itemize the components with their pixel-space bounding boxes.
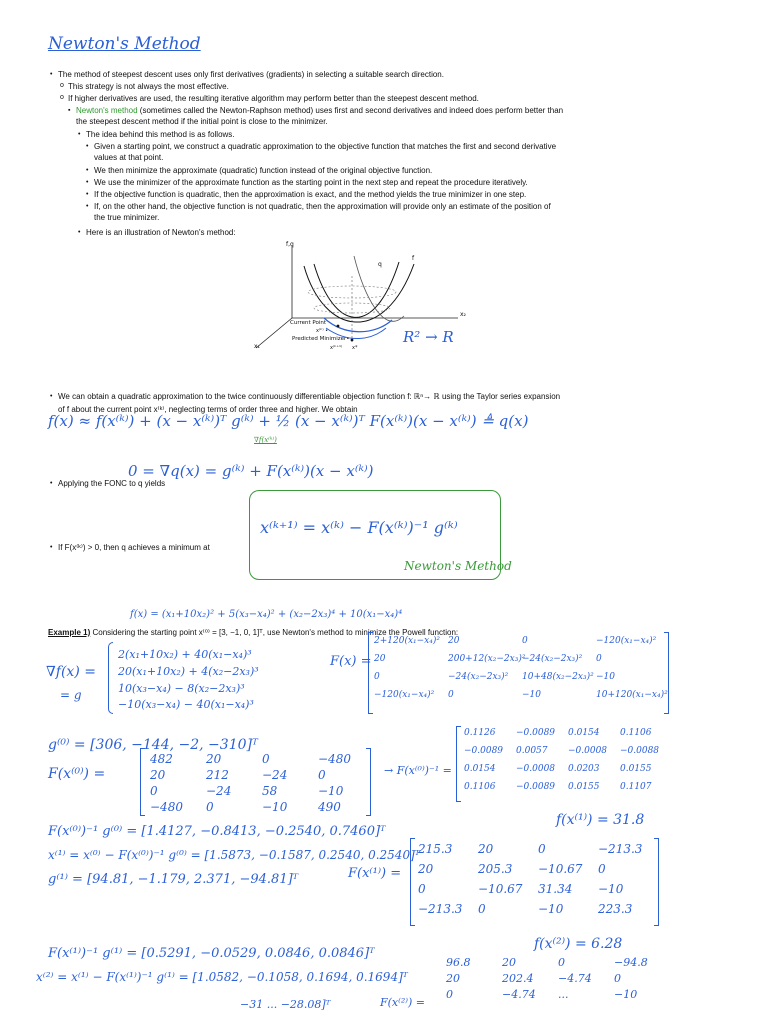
matrix-cell: −24 <box>206 784 232 798</box>
example-label: Example 1) <box>48 628 91 637</box>
bullet-text: the steepest descent method if the initial point is close to the minimizer. <box>76 117 328 126</box>
newton-method-label: Newton's Method <box>404 559 512 573</box>
bullet-text: If the objective function is quadratic, then the approximation is exact, and the method yields the true minimizer in one step. <box>94 190 527 199</box>
matrix-cell: 0.1106 <box>620 728 652 738</box>
matrix-cell: 20 <box>150 768 166 782</box>
matrix-cell: 0.0155 <box>620 764 652 774</box>
bullet-dot: • <box>50 544 53 551</box>
matrix-cell: ... <box>558 988 569 1001</box>
bullet-text: If, on the other hand, the objective function is not quadratic, then the approximation will provide only an estimate of the position of <box>94 202 551 211</box>
bullet-dot: • <box>86 143 89 150</box>
matrix-cell: −120(x₁−x₄)² <box>596 636 657 646</box>
matrix-cell: −24(x₂−2x₃)² <box>522 654 583 664</box>
hess-bracket <box>664 632 669 714</box>
matrix-cell: −10 <box>262 800 288 814</box>
bullet-square: ▪ <box>68 107 71 114</box>
label-f: f <box>412 255 415 262</box>
label-predicted-minimizer: Predicted Minimizer• <box>292 336 350 342</box>
newton-update-equation: x⁽ᵏ⁺¹⁾ = x⁽ᵏ⁾ − F(x⁽ᵏ⁾)⁻¹ g⁽ᵏ⁾ <box>260 518 458 537</box>
matrix-cell: −10 <box>522 690 541 700</box>
matrix-cell: 0.0057 <box>516 746 548 756</box>
matrix-cell: −120(x₁−x₄)² <box>374 690 435 700</box>
example-text: Considering the starting point x⁽⁰⁾ = [3, −1, 0, 1]ᵀ, use Newton's method to minimize the Powell function: <box>90 628 459 637</box>
bullet-text <box>76 105 563 116</box>
matrix-cell: 58 <box>262 784 278 798</box>
step2-product: F(x⁽¹⁾)⁻¹ g⁽¹⁾ = [0.5291, −0.0529, 0.0846, 0.0846]ᵀ <box>48 946 375 961</box>
matrix-cell: 0 <box>538 842 546 856</box>
matrix-cell: 20 <box>418 862 434 876</box>
bullet-dot: • <box>86 191 89 198</box>
matrix-cell: −10.67 <box>478 882 523 896</box>
matrix-cell: 0 <box>150 784 158 798</box>
step1-product: F(x⁽⁰⁾)⁻¹ g⁽⁰⁾ = [1.4127, −0.8413, −0.2540, 0.7460]ᵀ <box>48 824 386 839</box>
matrix-cell: −10 <box>318 784 344 798</box>
matrix-cell: 0 <box>448 690 454 700</box>
label-xk: x⁽ᵏ⁾ • <box>316 328 329 334</box>
matrix-cell: 0 <box>596 654 602 664</box>
matrix-cell: 0.1126 <box>464 728 496 738</box>
matrix-cell: 20 <box>478 842 494 856</box>
matrix-cell: −213.3 <box>418 902 463 916</box>
matrix-cell: −10 <box>598 882 624 896</box>
matrix-cell: 223.3 <box>598 902 633 916</box>
grad-row-3: 10(x₃−x₄) − 8(x₂−2x₃)³ <box>118 682 245 695</box>
grad-row-1: 2(x₁+10x₂) + 40(x₁−x₄)³ <box>118 648 252 661</box>
label-xk1: x⁽ᵏ⁺¹⁾ <box>330 345 343 351</box>
matrix-cell: 0 <box>614 972 621 985</box>
matrix-cell: 2+120(x₁−x₄)² <box>374 636 440 646</box>
bullet-text: Given a starting point, we construct a quadratic approximation to the objective function that matches the first and second derivative <box>94 142 557 151</box>
bullet-dot: • <box>86 167 89 174</box>
bullet-circle: o <box>60 82 64 89</box>
matrix-cell: 0.0155 <box>568 782 600 792</box>
bullet-text: We then minimize the approximate (quadratic) function instead of the original objective function. <box>94 166 433 175</box>
matrix-cell: 10+48(x₂−2x₃)² <box>522 672 594 682</box>
bullet-text: We can obtain a quadratic approximation to the twice continuously differentiable objection function f: ℝⁿ→ ℝ using the Taylor series expansion <box>58 392 561 401</box>
matrix-cell: −10 <box>538 902 564 916</box>
F0inv-bracket <box>456 726 461 802</box>
matrix-cell: −0.0088 <box>620 746 660 756</box>
matrix-cell: −213.3 <box>598 842 643 856</box>
bullet-text: of f about the current point x⁽ᵏ⁾, neglecting terms of order three and higher. We obtain <box>58 405 358 414</box>
matrix-cell: 20 <box>502 956 516 969</box>
current-point-marker <box>337 325 340 328</box>
matrix-cell: 482 <box>150 752 173 766</box>
bullet-dot: • <box>50 480 53 487</box>
label-x1: x₁ <box>254 343 260 350</box>
matrix-cell: 20 <box>448 636 460 646</box>
bullet-text: If higher derivatives are used, the resulting iterative algorithm may perform better than the steepest descent method. <box>68 94 479 103</box>
matrix-cell: −0.0089 <box>516 728 556 738</box>
grad-eq-g: = g <box>60 688 82 702</box>
matrix-cell: 0 <box>374 672 380 682</box>
matrix-cell: −0.0008 <box>516 764 556 774</box>
x2-vector: x⁽²⁾ = x⁽¹⁾ − F(x⁽¹⁾)⁻¹ g⁽¹⁾ = [1.0582, −0.1058, 0.1694, 0.1694]ᵀ <box>36 970 408 984</box>
bullet-text: If F(x⁽ᵏ⁾) > 0, then q achieves a minimum at <box>58 543 210 552</box>
matrix-cell: 0 <box>206 800 214 814</box>
matrix-cell: −4.74 <box>502 988 536 1001</box>
grad-row-4: −10(x₃−x₄) − 40(x₁−x₄)³ <box>118 698 254 711</box>
matrix-cell: 0 <box>558 956 565 969</box>
fx2-value: f(x⁽²⁾) = 6.28 <box>534 936 623 952</box>
matrix-cell: 0.0154 <box>464 764 496 774</box>
matrix-cell: −10 <box>596 672 615 682</box>
bullet-text: Applying the FONC to q yields <box>58 479 166 488</box>
matrix-cell: −480 <box>150 800 183 814</box>
predicted-minimizer-marker <box>351 339 354 342</box>
bullet-dot: • <box>50 393 53 400</box>
hess-bracket <box>368 632 373 714</box>
taylor-equation: f(x) ≈ f(x⁽ᵏ⁾) + (x − x⁽ᵏ⁾)ᵀ g⁽ᵏ⁾ + ½ (x − x⁽ᵏ⁾)ᵀ F(x⁽ᵏ⁾)(x − x⁽ᵏ⁾) ≜ q(x) <box>48 412 529 430</box>
matrix-cell: −480 <box>318 752 351 766</box>
matrix-cell: 490 <box>318 800 341 814</box>
matrix-cell: 0 <box>478 902 486 916</box>
bullet-dot: • <box>86 179 89 186</box>
label-q: q <box>378 261 382 268</box>
bullet-dot: • <box>78 229 81 236</box>
F0inv-lhs: → F(x⁽⁰⁾)⁻¹ = <box>384 764 452 777</box>
highlight-curve <box>324 318 392 332</box>
grad-lhs: ∇f(x) = <box>46 664 96 680</box>
matrix-cell: 0 <box>522 636 528 646</box>
matrix-cell: 10+120(x₁−x₄)² <box>596 690 668 700</box>
axis-x1 <box>256 318 292 348</box>
grad-bracket <box>108 642 113 714</box>
label-fq: f,q <box>286 241 294 248</box>
powell-function: f(x) = (x₁+10x₂)² + 5(x₃−x₄)² + (x₂−2x₃)⁴ + 10(x₁−x₄)⁴ <box>130 609 403 620</box>
label-current-point: Current Point <box>290 320 327 326</box>
matrix-cell: 96.8 <box>446 956 471 969</box>
fonc-equation: 0 = ∇q(x) = g⁽ᵏ⁾ + F(x⁽ᵏ⁾)(x − x⁽ᵏ⁾) <box>128 462 374 480</box>
newtons-method-link: Newton's method <box>76 106 138 115</box>
r2-to-r-note: R² → R <box>403 328 454 346</box>
matrix-cell: 202.4 <box>502 972 534 985</box>
F0-bracket <box>366 748 371 816</box>
matrix-cell: 0.1106 <box>464 782 496 792</box>
matrix-cell: −94.8 <box>614 956 648 969</box>
matrix-cell: 0.0203 <box>568 764 600 774</box>
F1-lhs: F(x⁽¹⁾) = <box>348 866 402 881</box>
F0-bracket <box>140 748 145 816</box>
matrix-cell: 0.1107 <box>620 782 652 792</box>
g2-tail: −31 ... −28.08]ᵀ <box>240 998 331 1011</box>
label-xstar: x* <box>352 345 358 351</box>
matrix-cell: 0 <box>418 882 426 896</box>
matrix-cell: 20 <box>206 752 222 766</box>
bullet-dot: • <box>78 131 81 138</box>
matrix-cell: 215.3 <box>418 842 453 856</box>
F1-bracket <box>654 838 659 926</box>
matrix-cell: −24 <box>262 768 288 782</box>
matrix-cell: −0.0089 <box>516 782 556 792</box>
fx1-value: f(x⁽¹⁾) = 31.8 <box>556 812 645 828</box>
bullet-dot: • <box>86 203 89 210</box>
hess-lhs: F(x) = <box>330 654 372 669</box>
g0-vector: g⁽⁰⁾ = [306, −144, −2, −310]ᵀ <box>48 737 258 753</box>
matrix-cell: 0 <box>598 862 606 876</box>
matrix-cell: 212 <box>206 768 229 782</box>
matrix-cell: 200+12(x₂−2x₃)² <box>448 654 526 664</box>
bullet-text: Here is an illustration of Newton's method: <box>86 228 236 237</box>
label-x2: x₂ <box>460 311 466 318</box>
grad-row-2: 20(x₁+10x₂) + 4(x₂−2x₃)³ <box>118 665 259 678</box>
matrix-cell: 205.3 <box>478 862 513 876</box>
grad-note: ∇f(x⁽ᵏ⁾) <box>254 436 277 444</box>
bullet-text-rest: (sometimes called the Newton-Raphson method) uses first and second derivatives and indeed does perform better than <box>137 106 564 115</box>
matrix-cell: 20 <box>446 972 460 985</box>
matrix-cell: −24(x₂−2x₃)² <box>448 672 509 682</box>
g1-vector: g⁽¹⁾ = [94.81, −1.179, 2.371, −94.81]ᵀ <box>48 872 299 887</box>
x1-vector: x⁽¹⁾ = x⁽⁰⁾ − F(x⁽⁰⁾)⁻¹ g⁽⁰⁾ = [1.5873, −0.1587, 0.2540, 0.2540]ᵀ <box>48 848 420 862</box>
matrix-cell: 0 <box>262 752 270 766</box>
bullet-text: We use the minimizer of the approximate function as the starting point in the next step and repeat the procedure iteratively. <box>94 178 528 187</box>
matrix-cell: 0 <box>318 768 326 782</box>
newton-illustration-figure <box>254 236 494 360</box>
bullet-text: values at that point. <box>94 153 164 162</box>
matrix-cell: −0.0008 <box>568 746 608 756</box>
F2-lhs: F(x⁽²⁾) = <box>380 996 425 1009</box>
page-title: Newton's Method <box>48 34 201 54</box>
bullet-circle: o <box>60 94 64 101</box>
matrix-cell: 31.34 <box>538 882 573 896</box>
bullet-text: This strategy is not always the most effective. <box>68 82 229 91</box>
matrix-cell: 20 <box>374 654 386 664</box>
matrix-cell: −10 <box>614 988 638 1001</box>
bullet-text: The idea behind this method is as follows. <box>86 130 235 139</box>
matrix-cell: 0 <box>446 988 453 1001</box>
matrix-cell: −10.67 <box>538 862 583 876</box>
matrix-cell: 0.0154 <box>568 728 600 738</box>
bullet-dot: • <box>50 71 53 78</box>
bullet-text: The method of steepest descent uses only first derivatives (gradients) in selecting a suitable search direction. <box>58 70 444 79</box>
F0-lhs: F(x⁽⁰⁾) = <box>48 766 106 782</box>
matrix-cell: −0.0089 <box>464 746 504 756</box>
matrix-cell: −4.74 <box>558 972 592 985</box>
F1-bracket <box>410 838 415 926</box>
bullet-text: the true minimizer. <box>94 213 160 222</box>
